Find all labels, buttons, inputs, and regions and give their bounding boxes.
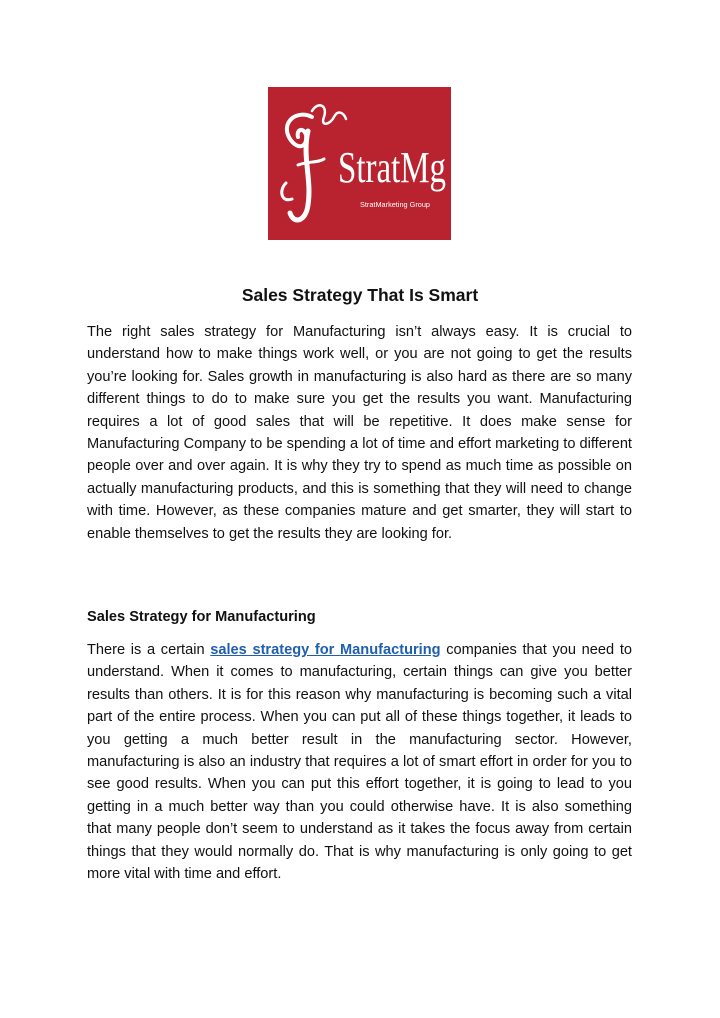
section-text-before-link: There is a certain <box>87 642 211 658</box>
page-title: Sales Strategy That Is Smart <box>241 285 479 305</box>
section-text-after-link: companies that you need to understand. When it comes to manufacturing, certain things can give you better results than others. It is for this reason why manufacturing is becoming such a vital part of the entire process. When you can put all of these things together, it leads to you getting a much better result in the manufacturing sector. However, manufacturing is also an industry that requires a lot of smart effort in order for you to see good results. When you can put this effort together, it is going to lead to you getting in a much better way than you could otherwise have. It is also something that many people don’t seem to understand as it takes the focus away from certain things that they would normally do. That is why manufacturing is only going to get more vital with time and effort. <box>87 642 632 883</box>
intro-paragraph: The right sales strategy for Manufacturing isn’t always easy. It is crucial to understand how to make things work well, or you are not going to get the results you’re looking for. Sales growth in manufacturing is also hard as there are so many different things to do to make sure you get the results you want. Manufacturing requires a lot of good sales that will be repetitive. It does make sense for Manufacturing Company to be spending a lot of time and effort marketing to different people over and over again. It is why they try to spend as much time as possible on actually manufacturing products, and this is something that they will need to change with time. However, as these companies mature and get smarter, they will start to enable themselves to get the results they are looking for. <box>87 324 632 542</box>
stratmg-logo <box>268 87 451 240</box>
section-paragraph <box>87 639 632 885</box>
section-heading: Sales Strategy for Manufacturing <box>87 609 316 625</box>
logo-tagline: StratMarketing Group <box>360 200 430 209</box>
sales-strategy-link[interactable]: sales strategy for Manufacturing <box>210 642 441 658</box>
logo-brand-text: StratMg <box>338 143 446 192</box>
logo-graphic <box>268 87 451 240</box>
